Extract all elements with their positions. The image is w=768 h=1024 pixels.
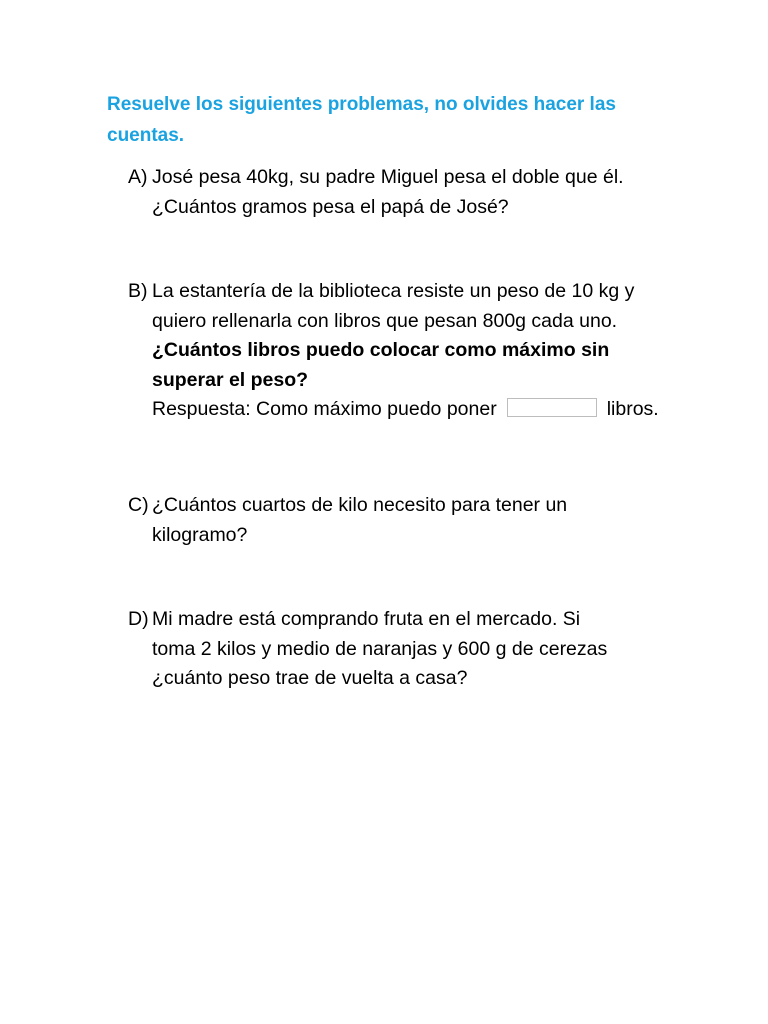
problem-question-line: ¿Cuántos libros puedo colocar como máximo sin [152, 339, 610, 361]
answer-line [152, 395, 708, 425]
problem-a [128, 163, 708, 222]
instruction-heading [107, 89, 667, 151]
problem-line: Mi madre está comprando fruta en el mercado. Si [152, 608, 581, 630]
answer-input-box[interactable] [507, 398, 597, 417]
answer-suffix: libros. [606, 398, 659, 420]
problem-line: ¿Cuántos cuartos de kilo necesito para tener un [152, 494, 568, 516]
problem-letter: B) [128, 280, 148, 302]
problem-question-line: superar el peso? [152, 368, 309, 391]
problem-line: toma 2 kilos y medio de naranjas y 600 g de cerezas [152, 637, 608, 660]
problem-text [152, 491, 708, 550]
problem-line: quiero rellenarla con libros que pesan 800g cada uno. [152, 309, 618, 332]
problem-line: kilogramo? [152, 523, 248, 546]
problem-letter: C) [128, 494, 149, 516]
problem-c [128, 491, 708, 550]
instruction-line: Resuelve los siguientes problemas, no olvides hacer las [107, 94, 616, 115]
problem-line: La estantería de la biblioteca resiste un peso de 10 kg y [152, 280, 635, 302]
instruction-line: cuentas. [107, 125, 185, 146]
problem-line: ¿Cuántos gramos pesa el papá de José? [152, 195, 509, 218]
problem-line: José pesa 40kg, su padre Miguel pesa el doble que él. [152, 166, 624, 188]
problem-text [152, 163, 708, 222]
problem-d [128, 605, 708, 694]
problem-letter: A) [128, 166, 148, 188]
problem-line: ¿cuánto peso trae de vuelta a casa? [152, 667, 468, 689]
problem-text [152, 605, 708, 694]
problem-letter: D) [128, 608, 149, 630]
problem-text [152, 277, 708, 425]
problem-b [128, 277, 708, 425]
answer-prefix: Respuesta: Como máximo puedo poner [152, 398, 497, 420]
